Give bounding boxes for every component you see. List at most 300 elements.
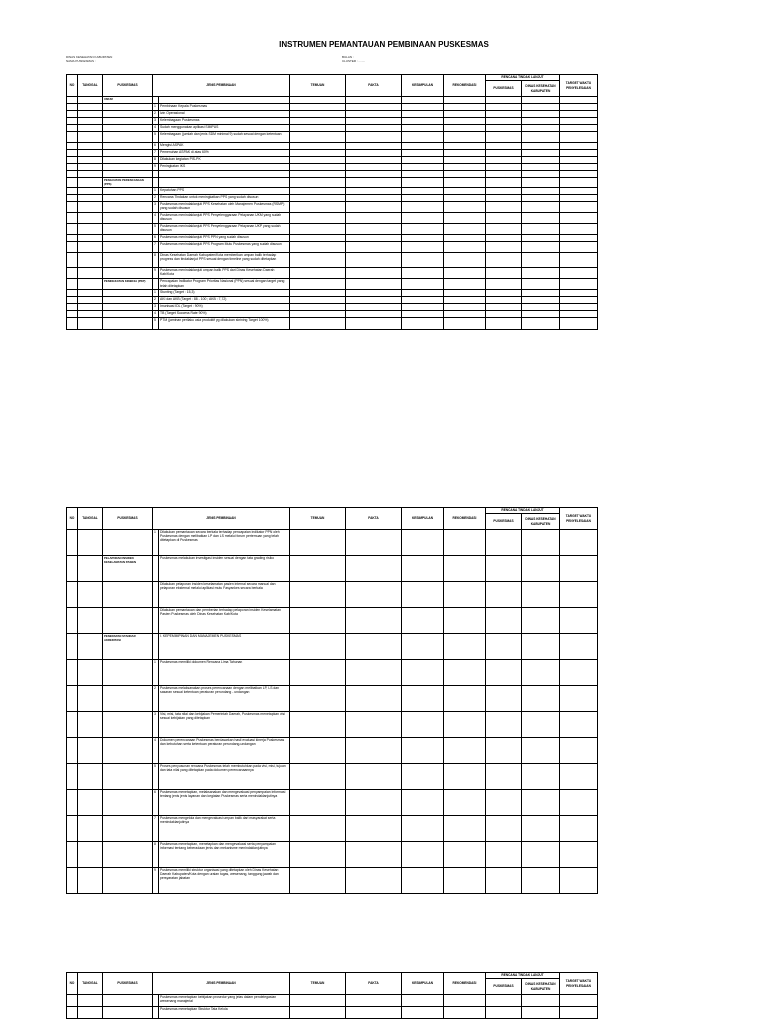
- cell-rekomendasi[interactable]: [444, 241, 486, 252]
- cell-fakta[interactable]: [346, 143, 402, 150]
- cell-kesimpulan[interactable]: [402, 157, 444, 164]
- cell-temuan[interactable]: [290, 143, 346, 150]
- cell-tanggal[interactable]: [78, 556, 103, 582]
- cell-rtl-dinas[interactable]: [522, 201, 560, 212]
- cell-rtl-dinas[interactable]: [522, 157, 560, 164]
- cell-kesimpulan[interactable]: [402, 304, 444, 311]
- cell-target-waktu[interactable]: [560, 304, 598, 311]
- cell-rtl-dinas[interactable]: [522, 738, 560, 764]
- cell-fakta[interactable]: [346, 118, 402, 125]
- cell-rekomendasi[interactable]: [444, 252, 486, 267]
- cell-target-waktu[interactable]: [560, 608, 598, 634]
- cell-kesimpulan[interactable]: [402, 318, 444, 329]
- cell-tanggal[interactable]: [78, 660, 103, 686]
- cell-rtl-puskesmas[interactable]: [486, 738, 522, 764]
- cell-rtl-dinas[interactable]: [522, 150, 560, 157]
- cell-kesimpulan[interactable]: [402, 868, 444, 894]
- cell-fakta[interactable]: [346, 634, 402, 660]
- cell-rekomendasi[interactable]: [444, 311, 486, 318]
- cell-rekomendasi[interactable]: [444, 608, 486, 634]
- cell-rtl-puskesmas[interactable]: [486, 194, 522, 201]
- cell-target-waktu[interactable]: [560, 118, 598, 125]
- cell-rtl-puskesmas[interactable]: [486, 268, 522, 279]
- cell-rtl-puskesmas[interactable]: [486, 111, 522, 118]
- cell-target-waktu[interactable]: [560, 194, 598, 201]
- cell-no[interactable]: [67, 252, 78, 267]
- cell-target-waktu[interactable]: [560, 212, 598, 223]
- cell-tanggal[interactable]: [78, 318, 103, 329]
- cell-temuan[interactable]: [290, 686, 346, 712]
- cell-rtl-puskesmas[interactable]: [486, 279, 522, 290]
- cell-tanggal[interactable]: [78, 241, 103, 252]
- cell-rtl-puskesmas[interactable]: [486, 201, 522, 212]
- cell-tanggal[interactable]: [78, 790, 103, 816]
- cell-temuan[interactable]: [290, 608, 346, 634]
- cell-fakta[interactable]: [346, 530, 402, 556]
- cell-tanggal[interactable]: [78, 530, 103, 556]
- cell-rtl-dinas[interactable]: [522, 290, 560, 297]
- cell-target-waktu[interactable]: [560, 143, 598, 150]
- cell-kesimpulan[interactable]: [402, 764, 444, 790]
- cell-fakta[interactable]: [346, 816, 402, 842]
- cell-tanggal[interactable]: [78, 164, 103, 171]
- cell-rtl-puskesmas[interactable]: [486, 150, 522, 157]
- cell-temuan[interactable]: [290, 790, 346, 816]
- cell-kesimpulan[interactable]: [402, 686, 444, 712]
- cell-temuan[interactable]: [290, 712, 346, 738]
- cell-no[interactable]: [67, 816, 78, 842]
- cell-rtl-puskesmas[interactable]: [486, 97, 522, 104]
- cell-temuan[interactable]: [290, 234, 346, 241]
- cell-fakta[interactable]: [346, 686, 402, 712]
- cell-kesimpulan[interactable]: [402, 164, 444, 171]
- cell-no[interactable]: [67, 164, 78, 171]
- cell-temuan[interactable]: [290, 530, 346, 556]
- cell-kesimpulan[interactable]: [402, 111, 444, 118]
- cell-temuan[interactable]: [290, 212, 346, 223]
- cell-kesimpulan[interactable]: [402, 97, 444, 104]
- cell-temuan[interactable]: [290, 318, 346, 329]
- cell-rtl-dinas[interactable]: [522, 212, 560, 223]
- cell-rtl-puskesmas[interactable]: [486, 868, 522, 894]
- cell-rekomendasi[interactable]: [444, 995, 486, 1007]
- cell-tanggal[interactable]: [78, 297, 103, 304]
- cell-fakta[interactable]: [346, 995, 402, 1007]
- cell-temuan[interactable]: [290, 279, 346, 290]
- cell-rtl-dinas[interactable]: [522, 104, 560, 111]
- cell-target-waktu[interactable]: [560, 712, 598, 738]
- cell-fakta[interactable]: [346, 212, 402, 223]
- cell-fakta[interactable]: [346, 111, 402, 118]
- cell-rtl-puskesmas[interactable]: [486, 556, 522, 582]
- cell-target-waktu[interactable]: [560, 104, 598, 111]
- cell-fakta[interactable]: [346, 234, 402, 241]
- cell-rekomendasi[interactable]: [444, 686, 486, 712]
- cell-rtl-dinas[interactable]: [522, 764, 560, 790]
- cell-fakta[interactable]: [346, 712, 402, 738]
- cell-temuan[interactable]: [290, 97, 346, 104]
- cell-tanggal[interactable]: [78, 150, 103, 157]
- cell-kesimpulan[interactable]: [402, 1007, 444, 1019]
- cell-target-waktu[interactable]: [560, 686, 598, 712]
- cell-fakta[interactable]: [346, 187, 402, 194]
- cell-no[interactable]: [67, 311, 78, 318]
- cell-rekomendasi[interactable]: [444, 530, 486, 556]
- cell-kesimpulan[interactable]: [402, 268, 444, 279]
- cell-kesimpulan[interactable]: [402, 608, 444, 634]
- cell-target-waktu[interactable]: [560, 868, 598, 894]
- cell-rtl-dinas[interactable]: [522, 712, 560, 738]
- cell-target-waktu[interactable]: [560, 132, 598, 143]
- cell-temuan[interactable]: [290, 738, 346, 764]
- cell-rtl-dinas[interactable]: [522, 297, 560, 304]
- cell-rtl-puskesmas[interactable]: [486, 290, 522, 297]
- cell-rtl-puskesmas[interactable]: [486, 143, 522, 150]
- cell-tanggal[interactable]: [78, 868, 103, 894]
- cell-rtl-puskesmas[interactable]: [486, 311, 522, 318]
- cell-fakta[interactable]: [346, 318, 402, 329]
- cell-no[interactable]: [67, 738, 78, 764]
- cell-rekomendasi[interactable]: [444, 178, 486, 187]
- cell-rekomendasi[interactable]: [444, 97, 486, 104]
- cell-rekomendasi[interactable]: [444, 201, 486, 212]
- cell-rekomendasi[interactable]: [444, 157, 486, 164]
- cell-rtl-dinas[interactable]: [522, 608, 560, 634]
- cell-no[interactable]: [67, 212, 78, 223]
- cell-fakta[interactable]: [346, 164, 402, 171]
- cell-rtl-dinas[interactable]: [522, 318, 560, 329]
- cell-kesimpulan[interactable]: [402, 311, 444, 318]
- cell-rtl-dinas[interactable]: [522, 125, 560, 132]
- cell-rtl-dinas[interactable]: [522, 171, 560, 178]
- cell-fakta[interactable]: [346, 556, 402, 582]
- cell-rekomendasi[interactable]: [444, 171, 486, 178]
- cell-no[interactable]: [67, 150, 78, 157]
- cell-rekomendasi[interactable]: [444, 556, 486, 582]
- cell-temuan[interactable]: [290, 252, 346, 267]
- cell-kesimpulan[interactable]: [402, 842, 444, 868]
- cell-fakta[interactable]: [346, 171, 402, 178]
- cell-temuan[interactable]: [290, 582, 346, 608]
- cell-target-waktu[interactable]: [560, 297, 598, 304]
- cell-kesimpulan[interactable]: [402, 178, 444, 187]
- cell-rtl-dinas[interactable]: [522, 634, 560, 660]
- cell-target-waktu[interactable]: [560, 318, 598, 329]
- cell-target-waktu[interactable]: [560, 790, 598, 816]
- cell-fakta[interactable]: [346, 868, 402, 894]
- cell-kesimpulan[interactable]: [402, 171, 444, 178]
- cell-tanggal[interactable]: [78, 252, 103, 267]
- cell-no[interactable]: [67, 234, 78, 241]
- cell-rekomendasi[interactable]: [444, 304, 486, 311]
- cell-rekomendasi[interactable]: [444, 634, 486, 660]
- cell-no[interactable]: [67, 171, 78, 178]
- cell-rtl-dinas[interactable]: [522, 304, 560, 311]
- cell-no[interactable]: [67, 97, 78, 104]
- cell-rtl-puskesmas[interactable]: [486, 530, 522, 556]
- cell-rekomendasi[interactable]: [444, 234, 486, 241]
- cell-tanggal[interactable]: [78, 686, 103, 712]
- cell-tanggal[interactable]: [78, 212, 103, 223]
- cell-rtl-puskesmas[interactable]: [486, 712, 522, 738]
- cell-fakta[interactable]: [346, 157, 402, 164]
- cell-kesimpulan[interactable]: [402, 241, 444, 252]
- cell-rtl-puskesmas[interactable]: [486, 304, 522, 311]
- cell-tanggal[interactable]: [78, 279, 103, 290]
- cell-tanggal[interactable]: [78, 104, 103, 111]
- cell-rtl-dinas[interactable]: [522, 143, 560, 150]
- cell-tanggal[interactable]: [78, 842, 103, 868]
- cell-rekomendasi[interactable]: [444, 842, 486, 868]
- cell-kesimpulan[interactable]: [402, 187, 444, 194]
- cell-no[interactable]: [67, 790, 78, 816]
- cell-kesimpulan[interactable]: [402, 816, 444, 842]
- cell-rtl-puskesmas[interactable]: [486, 1007, 522, 1019]
- cell-no[interactable]: [67, 660, 78, 686]
- cell-fakta[interactable]: [346, 304, 402, 311]
- cell-rtl-dinas[interactable]: [522, 118, 560, 125]
- cell-tanggal[interactable]: [78, 157, 103, 164]
- cell-temuan[interactable]: [290, 241, 346, 252]
- cell-rtl-dinas[interactable]: [522, 556, 560, 582]
- cell-no[interactable]: [67, 582, 78, 608]
- cell-target-waktu[interactable]: [560, 187, 598, 194]
- cell-rtl-dinas[interactable]: [522, 164, 560, 171]
- cell-target-waktu[interactable]: [560, 279, 598, 290]
- cell-rtl-dinas[interactable]: [522, 995, 560, 1007]
- cell-rtl-dinas[interactable]: [522, 582, 560, 608]
- cell-rekomendasi[interactable]: [444, 118, 486, 125]
- cell-temuan[interactable]: [290, 125, 346, 132]
- cell-no[interactable]: [67, 223, 78, 234]
- cell-kesimpulan[interactable]: [402, 660, 444, 686]
- cell-kesimpulan[interactable]: [402, 290, 444, 297]
- cell-rtl-puskesmas[interactable]: [486, 608, 522, 634]
- cell-target-waktu[interactable]: [560, 995, 598, 1007]
- cell-no[interactable]: [67, 304, 78, 311]
- cell-target-waktu[interactable]: [560, 234, 598, 241]
- cell-fakta[interactable]: [346, 660, 402, 686]
- cell-tanggal[interactable]: [78, 223, 103, 234]
- cell-fakta[interactable]: [346, 290, 402, 297]
- cell-target-waktu[interactable]: [560, 111, 598, 118]
- cell-temuan[interactable]: [290, 304, 346, 311]
- cell-target-waktu[interactable]: [560, 97, 598, 104]
- cell-temuan[interactable]: [290, 132, 346, 143]
- cell-no[interactable]: [67, 143, 78, 150]
- cell-rtl-puskesmas[interactable]: [486, 118, 522, 125]
- cell-rtl-puskesmas[interactable]: [486, 187, 522, 194]
- cell-rekomendasi[interactable]: [444, 194, 486, 201]
- cell-target-waktu[interactable]: [560, 178, 598, 187]
- cell-rtl-dinas[interactable]: [522, 252, 560, 267]
- cell-temuan[interactable]: [290, 150, 346, 157]
- cell-no[interactable]: [67, 634, 78, 660]
- cell-kesimpulan[interactable]: [402, 143, 444, 150]
- cell-tanggal[interactable]: [78, 816, 103, 842]
- cell-target-waktu[interactable]: [560, 582, 598, 608]
- cell-target-waktu[interactable]: [560, 764, 598, 790]
- cell-fakta[interactable]: [346, 97, 402, 104]
- cell-temuan[interactable]: [290, 157, 346, 164]
- cell-fakta[interactable]: [346, 223, 402, 234]
- cell-rtl-puskesmas[interactable]: [486, 297, 522, 304]
- cell-temuan[interactable]: [290, 118, 346, 125]
- cell-tanggal[interactable]: [78, 712, 103, 738]
- cell-kesimpulan[interactable]: [402, 297, 444, 304]
- cell-rtl-puskesmas[interactable]: [486, 790, 522, 816]
- cell-rekomendasi[interactable]: [444, 125, 486, 132]
- cell-no[interactable]: [67, 842, 78, 868]
- cell-rekomendasi[interactable]: [444, 738, 486, 764]
- cell-rtl-puskesmas[interactable]: [486, 842, 522, 868]
- cell-rekomendasi[interactable]: [444, 297, 486, 304]
- cell-temuan[interactable]: [290, 556, 346, 582]
- cell-fakta[interactable]: [346, 297, 402, 304]
- cell-kesimpulan[interactable]: [402, 194, 444, 201]
- cell-tanggal[interactable]: [78, 171, 103, 178]
- cell-rekomendasi[interactable]: [444, 660, 486, 686]
- cell-rtl-puskesmas[interactable]: [486, 157, 522, 164]
- cell-tanggal[interactable]: [78, 304, 103, 311]
- cell-fakta[interactable]: [346, 178, 402, 187]
- cell-tanggal[interactable]: [78, 132, 103, 143]
- cell-fakta[interactable]: [346, 279, 402, 290]
- cell-rtl-puskesmas[interactable]: [486, 816, 522, 842]
- cell-target-waktu[interactable]: [560, 164, 598, 171]
- cell-rekomendasi[interactable]: [444, 223, 486, 234]
- cell-rekomendasi[interactable]: [444, 111, 486, 118]
- cell-rtl-dinas[interactable]: [522, 223, 560, 234]
- cell-rekomendasi[interactable]: [444, 143, 486, 150]
- cell-tanggal[interactable]: [78, 194, 103, 201]
- cell-rekomendasi[interactable]: [444, 150, 486, 157]
- cell-rekomendasi[interactable]: [444, 816, 486, 842]
- cell-temuan[interactable]: [290, 164, 346, 171]
- cell-rekomendasi[interactable]: [444, 132, 486, 143]
- cell-tanggal[interactable]: [78, 118, 103, 125]
- cell-tanggal[interactable]: [78, 738, 103, 764]
- cell-no[interactable]: [67, 279, 78, 290]
- cell-no[interactable]: [67, 530, 78, 556]
- cell-rtl-dinas[interactable]: [522, 842, 560, 868]
- cell-target-waktu[interactable]: [560, 738, 598, 764]
- cell-rtl-dinas[interactable]: [522, 97, 560, 104]
- cell-rtl-dinas[interactable]: [522, 686, 560, 712]
- cell-fakta[interactable]: [346, 311, 402, 318]
- cell-rtl-dinas[interactable]: [522, 279, 560, 290]
- cell-rtl-puskesmas[interactable]: [486, 634, 522, 660]
- cell-target-waktu[interactable]: [560, 171, 598, 178]
- cell-kesimpulan[interactable]: [402, 582, 444, 608]
- cell-rekomendasi[interactable]: [444, 764, 486, 790]
- cell-no[interactable]: [67, 178, 78, 187]
- cell-rtl-dinas[interactable]: [522, 816, 560, 842]
- cell-temuan[interactable]: [290, 816, 346, 842]
- cell-temuan[interactable]: [290, 201, 346, 212]
- cell-target-waktu[interactable]: [560, 1007, 598, 1019]
- cell-rtl-dinas[interactable]: [522, 178, 560, 187]
- cell-tanggal[interactable]: [78, 187, 103, 194]
- cell-fakta[interactable]: [346, 150, 402, 157]
- cell-rtl-puskesmas[interactable]: [486, 234, 522, 241]
- cell-fakta[interactable]: [346, 842, 402, 868]
- cell-fakta[interactable]: [346, 1007, 402, 1019]
- cell-rekomendasi[interactable]: [444, 104, 486, 111]
- cell-no[interactable]: [67, 111, 78, 118]
- cell-no[interactable]: [67, 201, 78, 212]
- cell-target-waktu[interactable]: [560, 223, 598, 234]
- cell-rtl-dinas[interactable]: [522, 868, 560, 894]
- cell-no[interactable]: [67, 157, 78, 164]
- cell-rtl-puskesmas[interactable]: [486, 764, 522, 790]
- cell-tanggal[interactable]: [78, 268, 103, 279]
- cell-rtl-puskesmas[interactable]: [486, 318, 522, 329]
- cell-rtl-dinas[interactable]: [522, 530, 560, 556]
- cell-kesimpulan[interactable]: [402, 125, 444, 132]
- cell-no[interactable]: [67, 1007, 78, 1019]
- cell-temuan[interactable]: [290, 111, 346, 118]
- cell-rtl-dinas[interactable]: [522, 187, 560, 194]
- cell-kesimpulan[interactable]: [402, 279, 444, 290]
- cell-kesimpulan[interactable]: [402, 132, 444, 143]
- cell-kesimpulan[interactable]: [402, 712, 444, 738]
- cell-target-waktu[interactable]: [560, 125, 598, 132]
- cell-rtl-dinas[interactable]: [522, 311, 560, 318]
- cell-rtl-puskesmas[interactable]: [486, 241, 522, 252]
- cell-rtl-dinas[interactable]: [522, 1007, 560, 1019]
- cell-rtl-puskesmas[interactable]: [486, 125, 522, 132]
- cell-tanggal[interactable]: [78, 201, 103, 212]
- cell-rtl-dinas[interactable]: [522, 660, 560, 686]
- cell-temuan[interactable]: [290, 223, 346, 234]
- cell-rtl-dinas[interactable]: [522, 132, 560, 143]
- cell-rtl-puskesmas[interactable]: [486, 252, 522, 267]
- cell-rekomendasi[interactable]: [444, 318, 486, 329]
- cell-tanggal[interactable]: [78, 143, 103, 150]
- cell-rekomendasi[interactable]: [444, 712, 486, 738]
- cell-fakta[interactable]: [346, 764, 402, 790]
- cell-rtl-puskesmas[interactable]: [486, 171, 522, 178]
- cell-temuan[interactable]: [290, 194, 346, 201]
- cell-temuan[interactable]: [290, 297, 346, 304]
- cell-rtl-dinas[interactable]: [522, 790, 560, 816]
- cell-kesimpulan[interactable]: [402, 223, 444, 234]
- cell-rekomendasi[interactable]: [444, 164, 486, 171]
- cell-tanggal[interactable]: [78, 764, 103, 790]
- cell-rekomendasi[interactable]: [444, 582, 486, 608]
- cell-target-waktu[interactable]: [560, 201, 598, 212]
- cell-no[interactable]: [67, 187, 78, 194]
- cell-rekomendasi[interactable]: [444, 187, 486, 194]
- cell-rekomendasi[interactable]: [444, 290, 486, 297]
- cell-no[interactable]: [67, 608, 78, 634]
- cell-fakta[interactable]: [346, 194, 402, 201]
- cell-rekomendasi[interactable]: [444, 868, 486, 894]
- cell-target-waktu[interactable]: [560, 268, 598, 279]
- cell-target-waktu[interactable]: [560, 842, 598, 868]
- cell-target-waktu[interactable]: [560, 157, 598, 164]
- cell-kesimpulan[interactable]: [402, 252, 444, 267]
- cell-fakta[interactable]: [346, 201, 402, 212]
- cell-kesimpulan[interactable]: [402, 530, 444, 556]
- cell-no[interactable]: [67, 686, 78, 712]
- cell-temuan[interactable]: [290, 104, 346, 111]
- cell-rtl-puskesmas[interactable]: [486, 995, 522, 1007]
- cell-target-waktu[interactable]: [560, 311, 598, 318]
- cell-no[interactable]: [67, 118, 78, 125]
- cell-rekomendasi[interactable]: [444, 790, 486, 816]
